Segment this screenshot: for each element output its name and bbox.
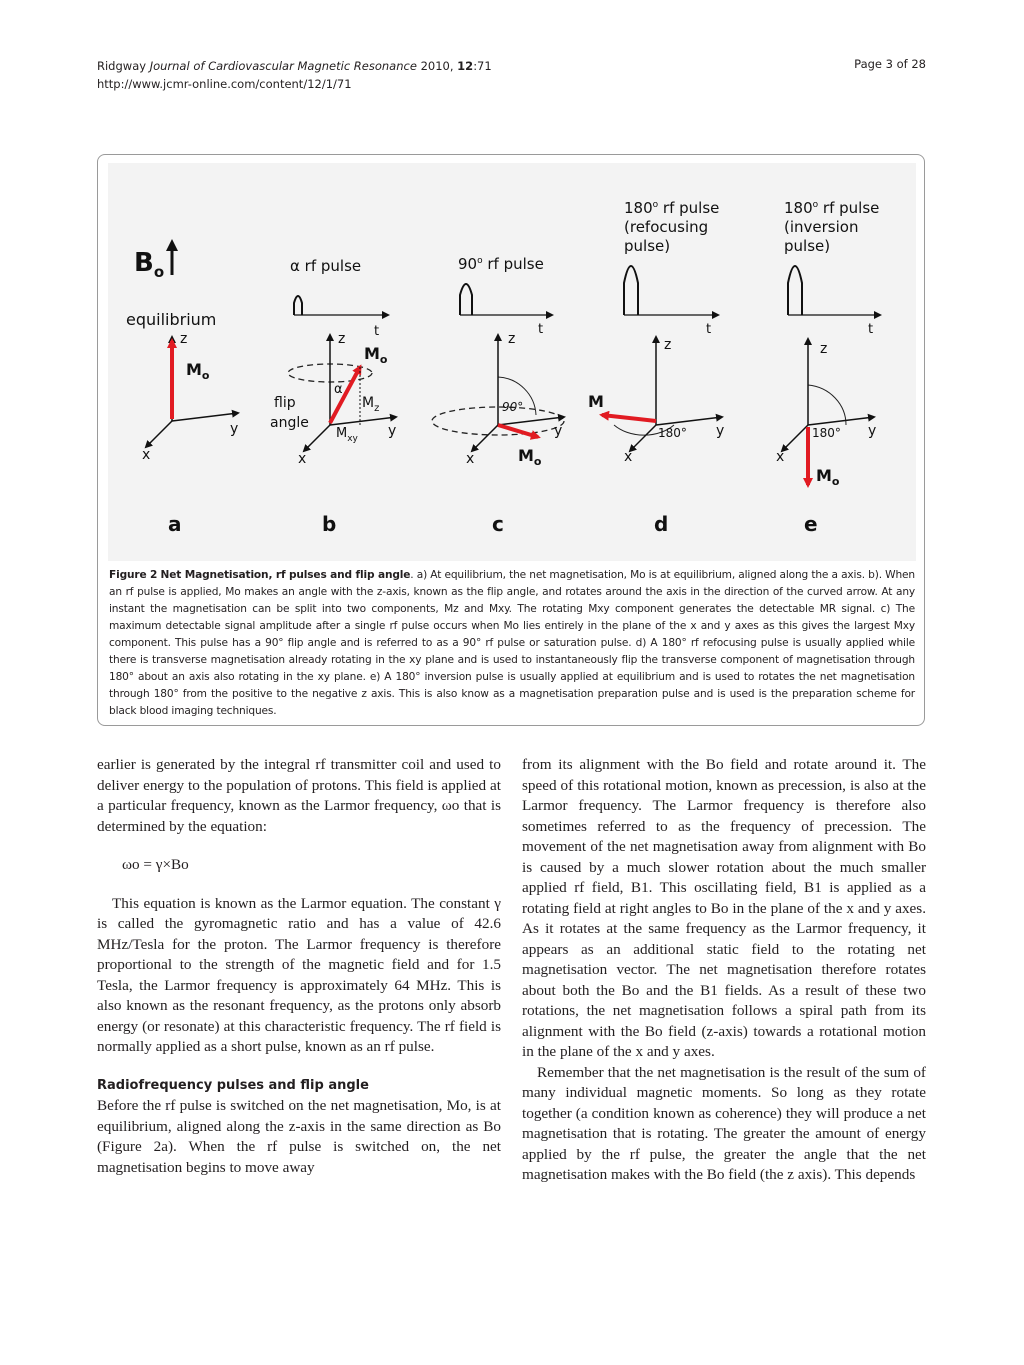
header-article: :71 [473, 59, 492, 73]
panel-b [270, 257, 396, 536]
figure-panel [108, 163, 916, 561]
t-label: t [538, 322, 544, 337]
angle-arc [808, 385, 846, 425]
pulse180b-label-l3: pulse) [784, 237, 831, 255]
larmor-equation: ωo = γ×Bo [122, 856, 189, 873]
y-label: y [388, 423, 397, 439]
mxy-label: $M_{xy}$ [336, 426, 358, 444]
alpha-pulse-shape [294, 296, 302, 315]
z-label: z [180, 331, 188, 347]
panel-b-label: b [322, 512, 337, 536]
x-label: x [776, 449, 785, 465]
panel-a-label: a [168, 512, 182, 536]
mo-label: $M_o$ [186, 360, 210, 382]
x-axis [630, 425, 656, 451]
alpha-pulse-label: α rf pulse [290, 257, 362, 275]
section-heading: Radiofrequency pulses and flip angle [97, 1077, 369, 1093]
header-volume: 12 [457, 59, 474, 73]
pulse180b-shape [788, 266, 802, 315]
mo-label: $M_o$ [364, 344, 388, 366]
mo-label: $M_o$ [816, 466, 840, 488]
header-author: Ridgway [97, 59, 147, 73]
y-axis [172, 413, 238, 421]
right-column [522, 755, 926, 1186]
y-axis [656, 417, 722, 425]
x-label: x [466, 451, 475, 467]
panel-c [432, 255, 564, 536]
z-label: z [664, 337, 672, 353]
x-axis [472, 425, 498, 451]
t-label: t [374, 324, 380, 339]
z-label: z [820, 341, 828, 357]
header-year: 2010, [420, 59, 454, 73]
pulse180a-shape [624, 266, 638, 315]
flip-label: flip [274, 395, 296, 411]
t-label: t [868, 322, 874, 337]
b0-label: $B_o$ [134, 248, 165, 281]
running-header [97, 57, 492, 93]
page-number: Page 3 of 28 [854, 57, 926, 71]
caption-label: Figure 2 [109, 569, 158, 581]
z-label: z [338, 331, 346, 347]
t-label: t [706, 322, 712, 337]
y-label: y [868, 423, 877, 439]
x-label: x [624, 449, 633, 465]
header-url[interactable]: http://www.jcmr-online.com/content/12/1/71 [97, 77, 352, 91]
y-label: y [230, 421, 239, 437]
x-label: x [142, 447, 151, 463]
y-label: y [554, 423, 563, 439]
pulse180a-label-l1: 180$^o$ rf pulse [624, 199, 720, 217]
figure-caption [109, 567, 915, 720]
angle180-label: 180° [812, 426, 841, 440]
m-vector [602, 415, 656, 421]
m-label: M [588, 392, 604, 411]
panel-c-label: c [492, 512, 504, 536]
y-label: y [716, 423, 725, 439]
pulse180a-label-l2: (refocusing [624, 218, 709, 236]
panel-e [776, 199, 880, 536]
alpha-label: α [334, 382, 343, 397]
paragraph: Remember that the net magnetisation is the result of the sum of many individual magnetic moments. So long as they rotate together (a condition known as coherence) they will produce a net magnetisation that is rotating. The greater the amount of energy applied by the rf pulse, the greater the angle that the net magnetisation makes with the Bo field (the z axis). This depends [522, 1063, 926, 1183]
panel-e-label: e [804, 512, 818, 536]
x-axis [146, 421, 172, 447]
paragraph: This equation is known as the Larmor equation. The constant γ is called the gyromagnetic ratio and has a value of 42.6 MHz/Tesla for the proton. The Larmor frequency is therefore proportional to the strength of the magnetic field and for 1.5 Tesla, the Larmor frequency is approximately 64 MHz. This is also known as the resonant frequency, as the protons only absorb energy (or resonate) at this characteristic frequency. The rf field is normally applied as a short pulse, known as an rf pulse. [97, 894, 501, 1055]
pulse180b-label-l2: (inversion [784, 218, 859, 236]
equilibrium-label: equilibrium [126, 310, 217, 329]
left-column [97, 755, 501, 1178]
panel-d [588, 199, 724, 536]
paragraph: from its alignment with the Bo field and rotate around it. The speed of this rotational motion, known as precession, is also at the Larmor frequency. The Larmor frequency is therefore also sometimes referred to as the frequency of precession. The movement of the net magnetisation away from alignment with Bo is caused by a much slower rotation about the much smaller applied rf field, B1. This oscillating field, B1 is applied as a rotating field at right angles to Bo in the plane of the x and y axes. As it rotates at the same frequency as the Larmor frequency, it appears as an additional static field to the rotating net magnetisation vector. The net magnetisation therefore rotates about both the Bo and the B1 fields. As a result of these two rotations, the net magnetisation follows a spiral path from its alignment with the Bo field (z-axis) towards a rotational motion in the plane of the x and y axes. [522, 756, 926, 1060]
x-axis [782, 425, 808, 451]
paragraph: Before the rf pulse is switched on the net magnetisation, Mo, is at equilibrium, aligned along the z-axis in the same direction as Bo (Figure 2a). When the rf pulse is switched on, the net magnetisation begins to move away [97, 1097, 501, 1176]
y-axis [808, 417, 874, 425]
angle90-label: 90° [502, 400, 524, 414]
y-axis [330, 417, 396, 425]
z-label: z [508, 331, 516, 347]
caption-title: Net Magnetisation, rf pulses and flip angle [160, 569, 411, 581]
panel-a [126, 243, 238, 536]
angle180-label: 180° [658, 426, 687, 440]
magnetisation-figure [108, 163, 916, 561]
pulse180b-label-l1: 180$^o$ rf pulse [784, 199, 880, 217]
mo-label: $M_o$ [518, 446, 542, 468]
angle-label: angle [270, 415, 309, 431]
paragraph: earlier is generated by the integral rf transmitter coil and used to deliver energy to the population of protons. This field is applied at a particular frequency, known as the Larmor frequency, ωo that is determined by the equation: [97, 756, 501, 835]
figure-box [97, 154, 925, 726]
caption-text: . a) At equilibrium, the net magnetisation, Mo is at equilibrium, aligned along the a axis. b). When an rf pulse is applied, Mo makes an angle with the z-axis, known as the flip angle, and rotates around the axis in the direction of the curved arrow. At any instant the magnetisation can be split into two components, Mz and Mxy. The rotating Mxy component generates the detectable MR signal. c) The maximum detectable signal amplitude after a single rf pulse occurs when Mo lies entirely in the plane of the x and y axes as this gives the largest Mxy component. This pulse has a 90° flip angle and is referred to as a 90° rf pulse or saturation pulse. d) A 180° rf refocusing pulse is usually applied while there is transverse magnetisation already rotating in the xy plane and is used to instantaneously flip the transverse component of magnetisation through 180° about an axis also rotating in the xy plane. e) A 180° inversion pulse is usually applied at equilibrium and is used to rotates the net magnetisation through 180° from the positive to the negative z axis. This is also know as a magnetisation preparation pulse and is used is the preparation scheme for black blood imaging techniques. [109, 569, 915, 717]
x-label: x [298, 451, 307, 467]
mz-label: $M_z$ [362, 395, 380, 414]
pulse90-label: 90$^o$ rf pulse [458, 255, 544, 273]
pulse90-shape [460, 284, 472, 315]
header-journal: Journal of Cardiovascular Magnetic Resonance [149, 59, 417, 73]
pulse180a-label-l3: pulse) [624, 237, 671, 255]
panel-d-label: d [654, 512, 669, 536]
